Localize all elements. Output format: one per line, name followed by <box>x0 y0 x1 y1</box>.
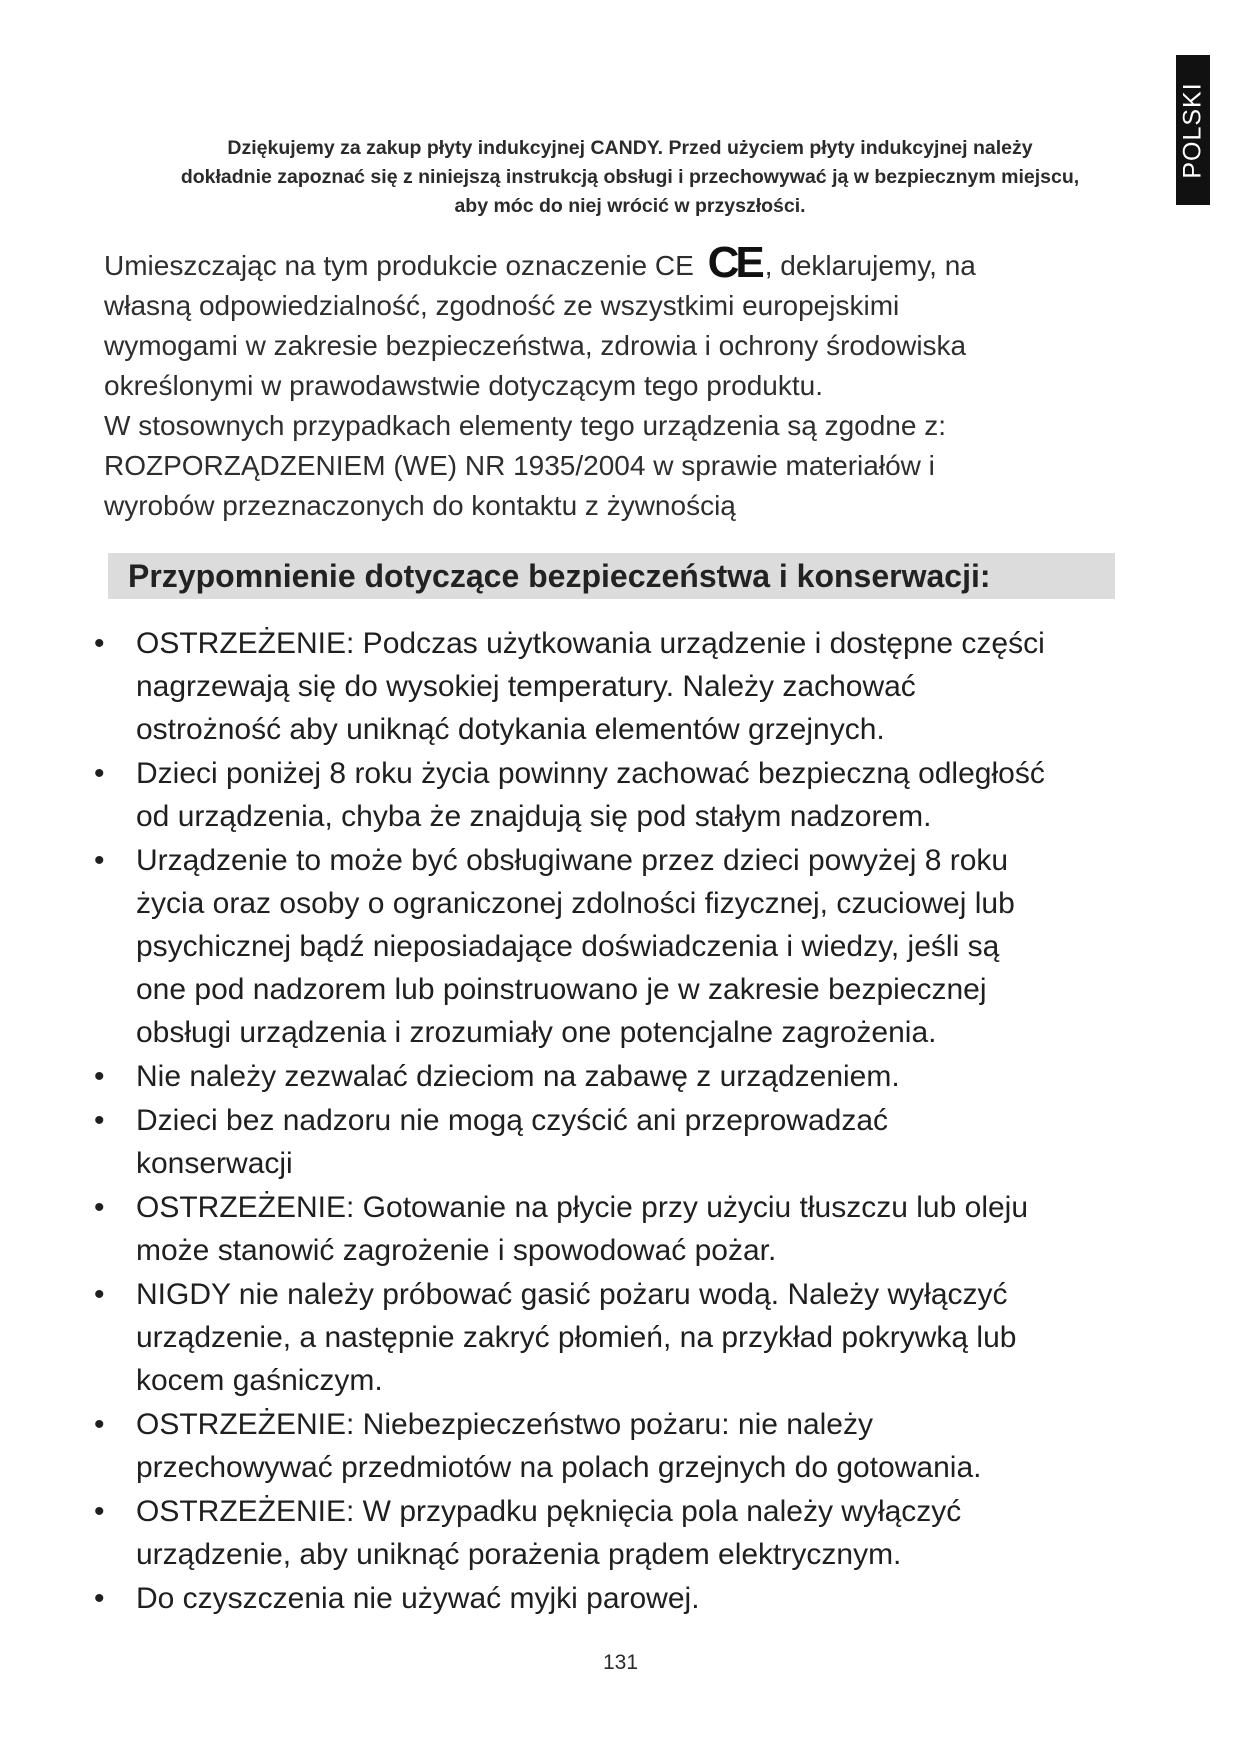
bullet-icon: • <box>94 1191 105 1224</box>
list-item <box>90 622 1170 751</box>
list-item-line: OSTRZEŻENIE: Gotowanie na płycie przy użyciu tłuszczu lub oleju <box>136 1191 1029 1224</box>
intro-line: dokładnie zapoznać się z niniejszą instrukcją obsługi i przechowywać ją w bezpiecznym miejscu, <box>180 166 1080 188</box>
list-item <box>90 1186 1170 1272</box>
list-item-line: psychicznej bądź nieposiadające doświadczenia i wiedzy, jeśli są <box>136 930 1000 963</box>
list-item-line: one pod nadzorem lub poinstruowano je w zakresie bezpiecznej <box>136 973 987 1006</box>
list-item-line: Do czyszczenia nie używać myjki parowej. <box>136 1582 700 1615</box>
list-item <box>90 1099 1170 1185</box>
bullet-icon: • <box>94 1495 105 1528</box>
list-item-line: Nie należy zezwalać dzieciom na zabawę z urządzeniem. <box>136 1060 900 1093</box>
list-item-line: Dzieci bez nadzoru nie mogą czyścić ani przeprowadzać <box>136 1104 889 1137</box>
bullet-icon: • <box>94 1060 105 1093</box>
bullet-icon: • <box>94 1104 105 1137</box>
ce-declaration-line: W stosownych przypadkach elementy tego urządzenia są zgodne z: <box>104 410 947 441</box>
ce-declaration-line: wyrobów przeznaczonych do kontaktu z żywnością <box>104 490 736 521</box>
bullet-icon: • <box>94 1278 105 1311</box>
list-item-text <box>136 1186 1028 1272</box>
language-tab <box>1176 55 1210 205</box>
safety-bullet-list <box>90 622 1170 1621</box>
section-heading: Przypomnienie dotyczące bezpieczeństwa i konserwacji: <box>128 558 991 594</box>
intro-line: Dziękujemy za zakup płyty indukcyjnej CANDY. Przed użyciem płyty indukcyjnej należy <box>227 137 1033 159</box>
bullet-icon: • <box>94 1408 105 1441</box>
list-item-text <box>136 1273 1016 1402</box>
ce-declaration-line: własną odpowiedzialność, zgodność ze wszystkimi europejskimi <box>104 290 900 321</box>
list-item-line: obsługi urządzenia i zrozumiały one potencjalne zagrożenia. <box>136 1016 937 1049</box>
list-item-line: OSTRZEŻENIE: Niebezpieczeństwo pożaru: nie należy <box>136 1408 873 1441</box>
ce-declaration-line: ROZPORZĄDZENIEM (WE) NR 1935/2004 w sprawie materiałów i <box>104 450 935 481</box>
list-item-text <box>136 752 1045 838</box>
list-item-text <box>136 1403 981 1489</box>
list-item-line: od urządzenia, chyba że znajdują się pod stałym nadzorem. <box>136 800 932 833</box>
list-item-text <box>136 1099 888 1185</box>
list-item-text <box>136 1577 700 1620</box>
ce-declaration-first-line <box>104 238 1104 287</box>
ce-declaration <box>104 238 1104 526</box>
list-item-line: życia oraz osoby o ograniczonej zdolności fizycznej, czuciowej lub <box>136 887 1015 920</box>
list-item-text <box>136 622 1045 751</box>
list-item <box>90 1403 1170 1489</box>
language-tab-label: POLSKI <box>1178 81 1207 179</box>
page-number: 131 <box>602 1651 639 1674</box>
bullet-icon: • <box>94 757 105 790</box>
ce-declaration-line: wymogami w zakresie bezpieczeństwa, zdrowia i ochrony środowiska <box>104 330 967 361</box>
list-item <box>90 752 1170 838</box>
intro-paragraph <box>100 134 1160 221</box>
list-item-text <box>136 1055 900 1098</box>
list-item <box>90 1490 1170 1576</box>
intro-line: aby móc do niej wrócić w przyszłości. <box>454 195 806 217</box>
bullet-icon: • <box>94 627 105 660</box>
list-item-text <box>136 1490 961 1576</box>
ce-declaration-line: określonymi w prawodawstwie dotyczącym tego produktu. <box>104 370 823 401</box>
section-heading-band <box>108 553 1115 599</box>
list-item-text <box>136 839 1015 1054</box>
list-item <box>90 1273 1170 1402</box>
list-item-line: ostrożność aby uniknąć dotykania elementów grzejnych. <box>136 713 885 746</box>
list-item-line: może stanowić zagrożenie i spowodować pożar. <box>136 1234 777 1267</box>
list-item <box>90 1577 1170 1620</box>
bullet-icon: • <box>94 844 105 877</box>
list-item-line: nagrzewają się do wysokiej temperatury. Należy zachować <box>136 670 916 703</box>
list-item <box>90 839 1170 1054</box>
list-item-line: Urządzenie to może być obsługiwane przez dzieci powyżej 8 roku <box>136 844 1009 877</box>
bullet-icon: • <box>94 1582 105 1615</box>
list-item-line: urządzenie, a następnie zakryć płomień, na przykład pokrywką lub <box>136 1321 1017 1354</box>
list-item-line: Dzieci poniżej 8 roku życia powinny zachować bezpieczną odległość <box>136 757 1045 790</box>
list-item-line: konserwacji <box>136 1147 293 1180</box>
list-item-line: kocem gaśniczym. <box>136 1364 383 1397</box>
list-item-line: OSTRZEŻENIE: Podczas użytkowania urządzenie i dostępne części <box>136 627 1045 660</box>
list-item-line: OSTRZEŻENIE: W przypadku pęknięcia pola należy wyłączyć <box>136 1495 962 1528</box>
list-item <box>90 1055 1170 1098</box>
ce-text-before: Umieszczając na tym produkcie oznaczenie CE <box>104 250 694 281</box>
list-item-line: urządzenie, aby uniknąć porażenia prądem elektrycznym. <box>136 1538 902 1571</box>
list-item-line: NIGDY nie należy próbować gasić pożaru wodą. Należy wyłączyć <box>136 1278 1008 1311</box>
ce-text-after: , deklarujemy, na <box>764 250 976 281</box>
list-item-line: przechowywać przedmiotów na polach grzejnych do gotowania. <box>136 1451 982 1484</box>
ce-mark-logo: CE <box>707 238 761 287</box>
